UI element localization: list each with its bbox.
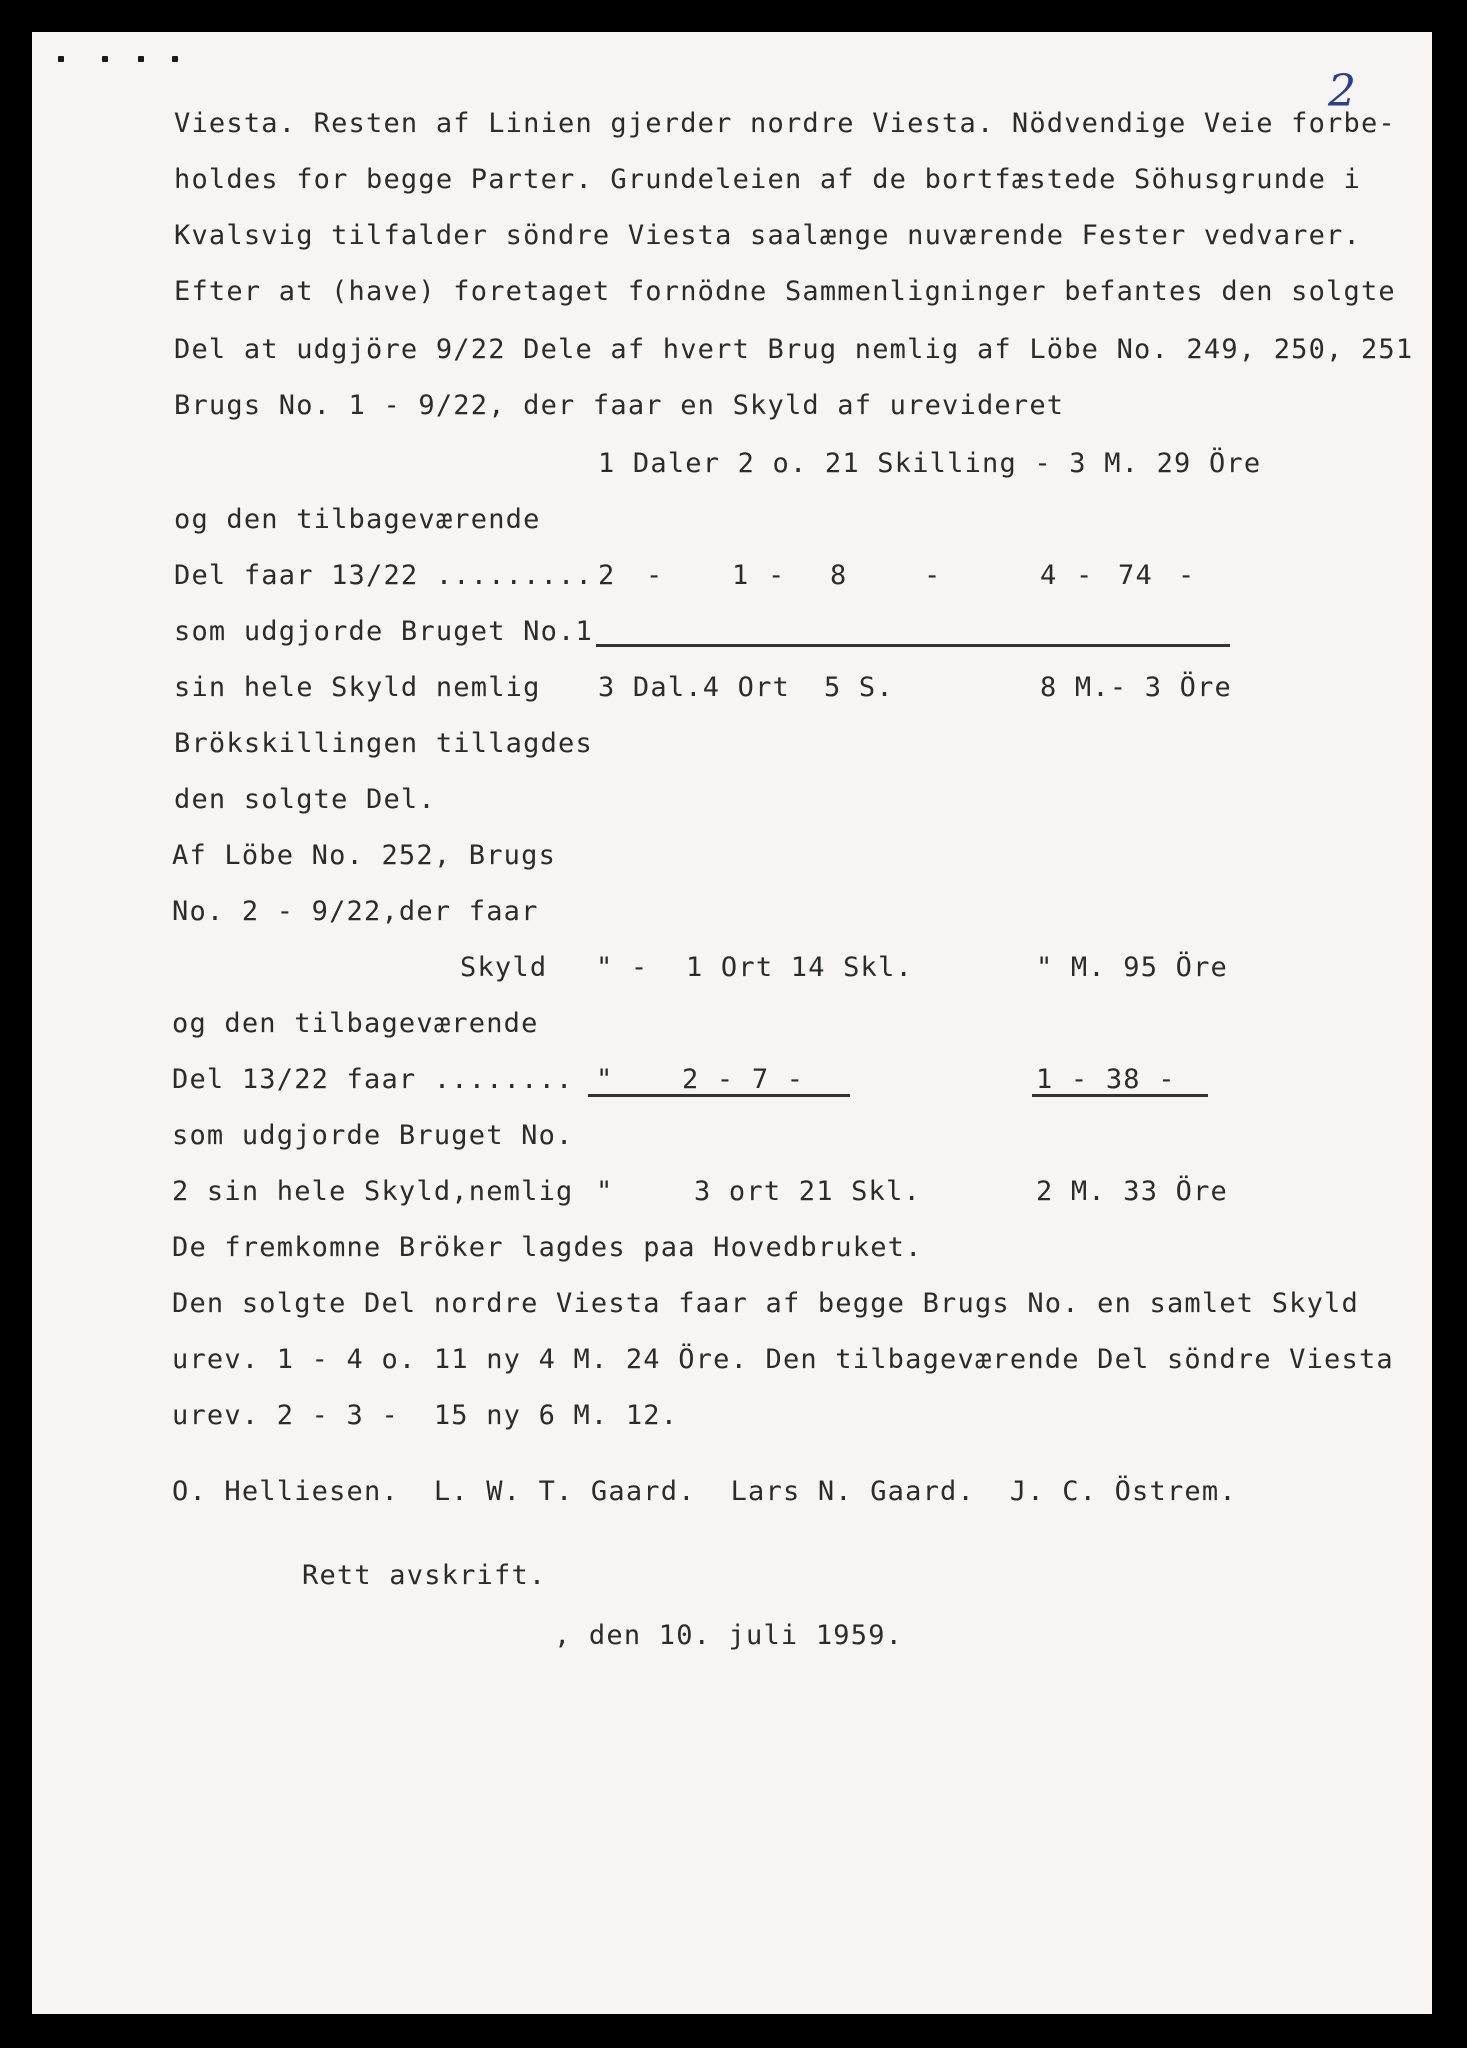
brug1-remaining-label: og den tilbageværende [174,504,541,535]
brug1-note: Brökskillingen tillagdes [174,728,593,759]
brug2-header: No. 2 - 9/22,der faar [172,896,539,927]
page-number: 2 [1328,66,1356,117]
brug1-total-label: sin hele Skyld nemlig [174,672,541,703]
brug1-remaining-value: 1 [732,560,750,591]
brug2-skyld-value: " - [596,952,649,983]
brug1-remaining-value: 4 [1040,560,1058,591]
brug2-skyld-label: Skyld [460,952,548,983]
paragraph-line: Brugs No. 1 - 9/22, der faar en Skyld af urevideret [174,390,1065,421]
brug2-remaining-value: 1 - 38 - [1036,1064,1176,1095]
paragraph-line: Del at udgjöre 9/22 Dele af hvert Brug nemlig af Löbe No. 249, 250, 251 [174,334,1414,365]
brug1-total-value: 8 M.- 3 Öre [1040,672,1233,703]
closing-line: urev. 2 - 3 - 15 ny 6 M. 12. [172,1400,679,1431]
closing-line: Den solgte Del nordre Viesta faar af begge Brugs No. en samlet Skyld [172,1288,1359,1319]
brug1-total-value: 3 Dal.4 Ort [598,672,791,703]
paragraph-line: Kvalsvig tilfalder söndre Viesta saalænge nuværende Fester vedvarer. [174,220,1361,251]
brug1-remaining-value: - [1178,560,1196,591]
brug2-remaining-value: 2 - 7 - [682,1064,805,1095]
paragraph-line: holdes for begge Parter. Grundeleien af de bortfæstede Söhusgrunde i [174,164,1361,195]
brug2-total-label: 2 sin hele Skyld,nemlig [172,1176,574,1207]
brug2-remaining-value: " [596,1064,614,1095]
brug1-sum-rule [596,644,1230,647]
certification-line: Rett avskrift. [302,1560,547,1591]
brug1-remaining-value: 2 [598,560,616,591]
brug1-remaining-value: - [768,560,786,591]
paragraph-line: Viesta. Resten af Linien gjerder nordre Viesta. Nödvendige Veie forbe- [174,108,1396,139]
brug1-remaining-value: - [646,560,664,591]
brug2-sum-rule-right [1032,1094,1208,1097]
brug2-total-value: 2 M. 33 Öre [1036,1176,1229,1207]
date-line: , den 10. juli 1959. [554,1620,904,1651]
brug1-note: den solgte Del. [174,784,436,815]
brug1-remaining-value: 74 [1118,560,1153,591]
brug2-remaining-label: og den tilbageværende [172,1008,539,1039]
brug1-remaining-value: 8 [830,560,848,591]
closing-line: De fremkomne Bröker lagdes paa Hovedbruket. [172,1232,923,1263]
signatures-line: O. Helliesen. L. W. T. Gaard. Lars N. Gaard. J. C. Östrem. [172,1476,1237,1507]
brug1-remaining-value: - [1076,560,1094,591]
brug2-header: Af Löbe No. 252, Brugs [172,840,557,871]
brug2-total-value: 3 ort 21 Skl. [694,1176,921,1207]
brug1-remaining-value: - [924,560,942,591]
brug1-sold-value: 1 Daler 2 o. 21 Skilling - 3 M. 29 Öre [598,448,1262,479]
closing-line: urev. 1 - 4 o. 11 ny 4 M. 24 Öre. Den tilbageværende Del söndre Viesta [172,1344,1394,1375]
brug2-sum-rule-middle [588,1094,850,1097]
brug2-skyld-value: " M. 95 Öre [1036,952,1229,983]
document-page [32,32,1432,2014]
brug1-total-label: som udgjorde Bruget No.1 [174,616,593,647]
brug2-total-value: " [596,1176,614,1207]
brug2-remaining-label: Del 13/22 faar ........ [172,1064,574,1095]
corner-punch-marks [58,56,198,66]
brug1-remaining-label: Del faar 13/22 ......... [174,560,593,591]
paragraph-line: Efter at (have) foretaget fornödne Sammenligninger befantes den solgte [174,276,1396,307]
brug1-total-value: 5 S. [824,672,894,703]
brug2-total-label: som udgjorde Bruget No. [172,1120,574,1151]
brug2-skyld-value: 1 Ort 14 Skl. [686,952,913,983]
